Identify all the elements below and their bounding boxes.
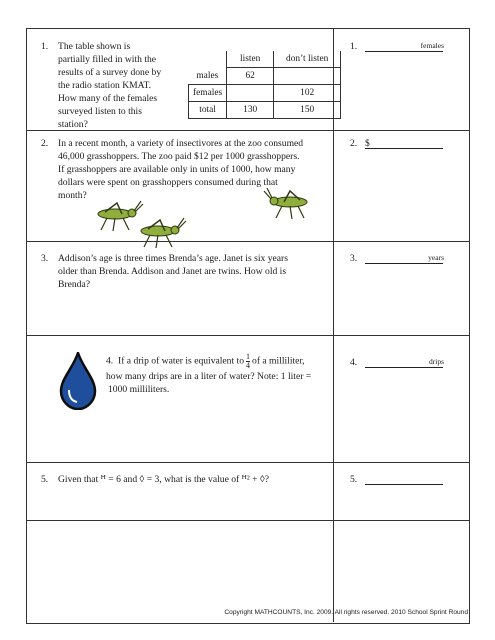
answer-1-number: 1. (350, 41, 358, 52)
q1-line: partially filled in with the (58, 54, 157, 65)
q1-line: How many of the females (58, 93, 158, 104)
header-dont-listen: don’t listen (274, 51, 341, 68)
cell-females-listen (227, 85, 274, 102)
q3-line: Addison’s age is three times Brenda’s age. Janet is six years (58, 253, 288, 264)
table-row (189, 68, 341, 85)
row-label: total (189, 102, 227, 119)
q3-line: Brenda? (58, 279, 90, 290)
cell-males-listen: 62 (227, 68, 274, 85)
q1-line: surveyed listen to this (58, 106, 142, 117)
question-4-text (106, 353, 336, 396)
divider-2 (26, 241, 470, 242)
answer-3-number: 3. (350, 253, 358, 264)
q3-line: older than Brenda. Addison and Janet are twins. How old is (58, 266, 287, 277)
cell-females-dont: 102 (274, 85, 341, 102)
q2-line: If grasshoppers are available only in units of 1000, how many (58, 164, 296, 175)
q4-line-3: 1000 milliliters. (108, 384, 170, 395)
divider-5 (26, 520, 470, 521)
answer-4-number: 4. (350, 357, 358, 368)
q4-text-after-fraction: of a milliliter, (252, 355, 305, 367)
question-1-text (58, 40, 183, 131)
copyright-notice: Copyright MATHCOUNTS, Inc. 2009. All rights reserved. 2010 School Sprint Round (224, 609, 468, 616)
question-2-number: 2. (41, 138, 49, 149)
table-corner (189, 51, 227, 68)
water-drop-icon (59, 352, 97, 410)
answer-5-blank[interactable] (365, 473, 443, 485)
survey-table (188, 51, 341, 119)
q1-line: results of a survey done by (58, 67, 162, 78)
question-5-text: Given that ꟸ = 6 and ◊ = 3, what is the value of ꟸ² + ◊? (58, 474, 269, 485)
fraction (246, 353, 250, 370)
answer-1-unit: females (420, 41, 444, 50)
q1-line: station? (58, 119, 88, 130)
answer-4-unit: drips (429, 357, 444, 366)
q2-line: 46,000 grasshoppers. The zoo paid $12 per 1000 grasshoppers. (58, 151, 300, 162)
question-4-number: 4. (106, 355, 114, 367)
q1-line: the radio station KMAT. (58, 80, 152, 91)
question-3-number: 3. (41, 253, 49, 264)
table-row (189, 102, 341, 119)
q2-line: dollars were spent on grasshoppers consumed during that (58, 177, 278, 188)
cell-total-listen: 130 (227, 102, 274, 119)
q1-line: The table shown is (58, 41, 131, 52)
question-1-number: 1. (41, 41, 49, 52)
fraction-denominator: 4 (246, 361, 251, 370)
row-label: males (189, 68, 227, 85)
answer-2-blank[interactable] (365, 137, 443, 149)
cell-males-dont (274, 68, 341, 85)
row-label: females (189, 85, 227, 102)
question-5-number: 5. (41, 474, 49, 485)
header-listen: listen (227, 51, 274, 68)
answer-3-unit: years (428, 253, 444, 262)
answer-2-dollar: $ (365, 138, 370, 149)
grasshopper-icon (128, 216, 190, 252)
fraction-numerator: 1 (246, 352, 251, 361)
cell-total-dont: 150 (274, 102, 341, 119)
q4-line-2: how many drips are in a liter of water? Note: 1 liter = (106, 371, 312, 382)
table-row (189, 85, 341, 102)
answer-2-number: 2. (350, 138, 358, 149)
q4-text-before-fraction: If a drip of water is equivalent to (118, 355, 245, 367)
grasshopper-icon (262, 188, 322, 222)
q2-line: month? (58, 190, 87, 201)
q4-line-1 (106, 353, 336, 370)
answer-5-number: 5. (350, 474, 358, 485)
divider-3 (26, 335, 470, 336)
divider-4 (26, 462, 470, 463)
question-3-text (58, 252, 333, 291)
q2-line: In a recent month, a variety of insectivores at the zoo consumed (58, 138, 304, 149)
table-header-row (189, 51, 341, 68)
